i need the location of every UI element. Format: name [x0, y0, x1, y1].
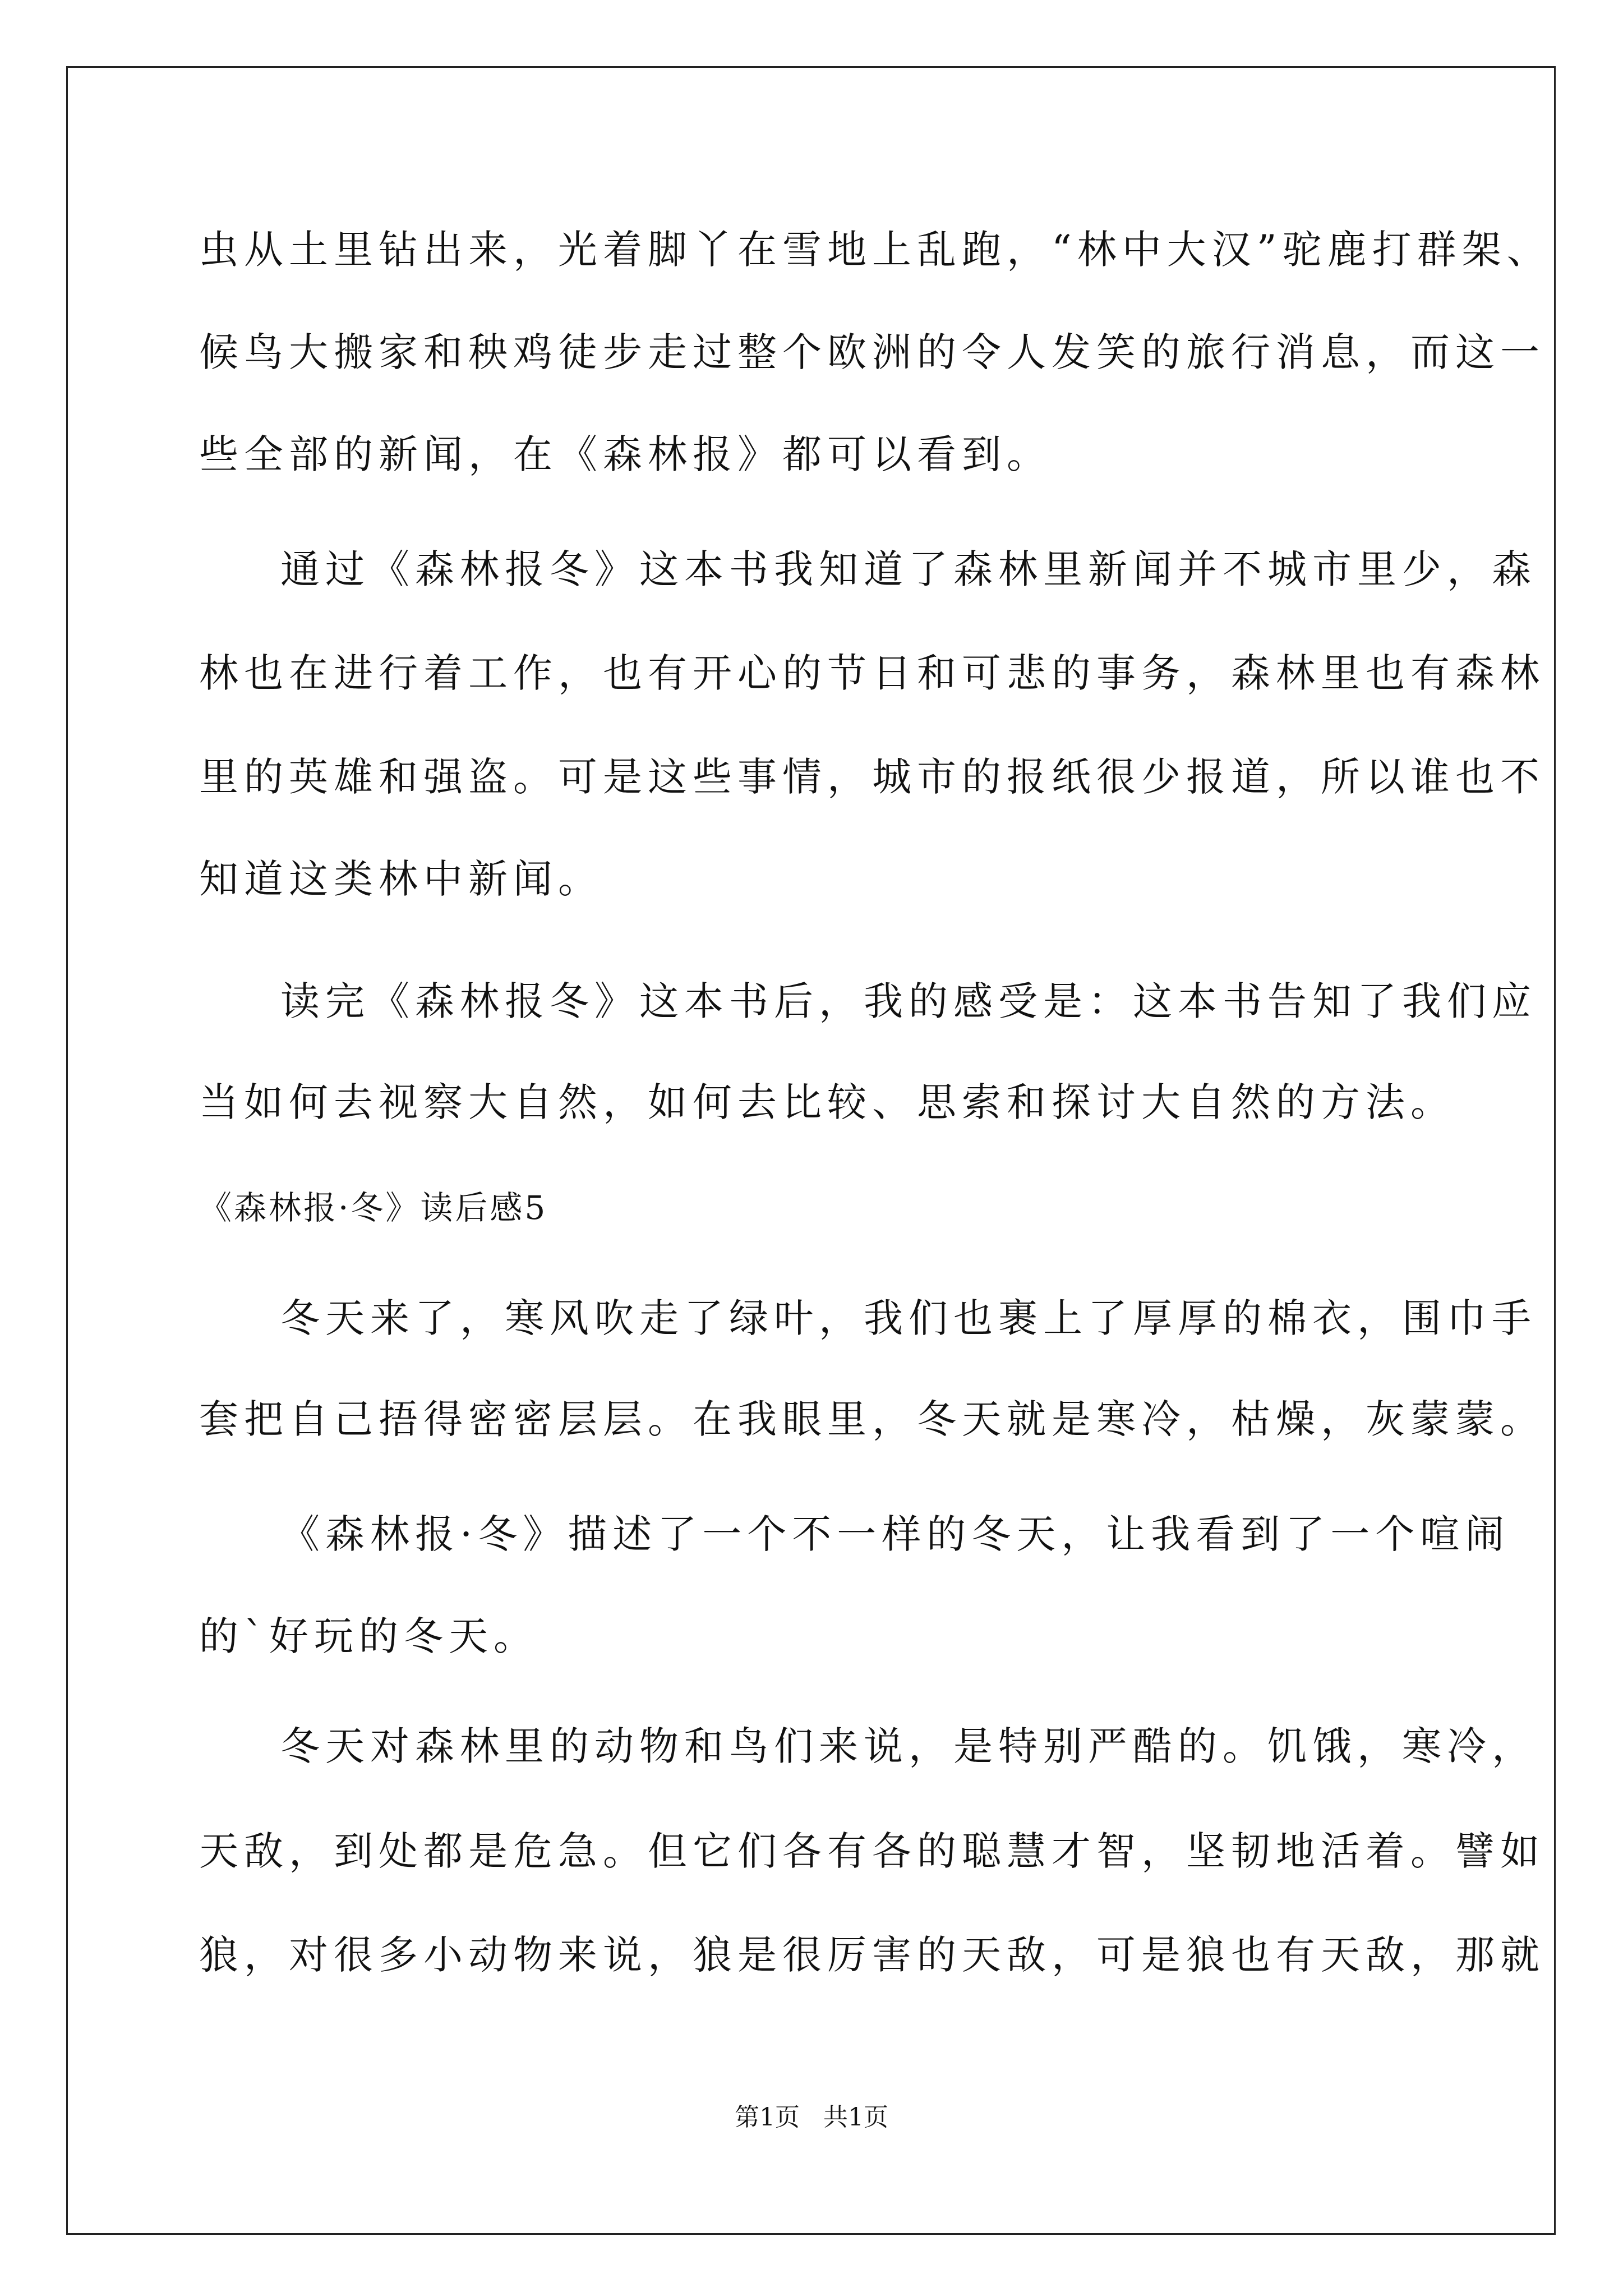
paragraph-line: 通过《森林报冬》这本书我知道了森林里新闻并不城市里少，森: [280, 546, 1537, 592]
paragraph-line: 些全部的新闻，在《森林报》都可以看到。: [199, 431, 1052, 477]
paragraph-line: 林也在进行着工作，也有开心的节日和可悲的事务，森林里也有森林: [199, 650, 1545, 696]
paragraph-line: 知道这类林中新闻。: [199, 856, 603, 902]
paragraph-line: 候鸟大搬家和秧鸡徒步走过整个欧洲的令人发笑的旅行消息，而这一: [199, 329, 1545, 375]
paragraph-line: 《森林报·冬》描述了一个不一样的冬天，让我看到了一个喧闹: [280, 1511, 1510, 1557]
paragraph-line: 冬天来了，寒风吹走了绿叶，我们也裹上了厚厚的棉衣，围巾手: [280, 1295, 1537, 1341]
paragraph-line: 天敌，到处都是危急。但它们各有各的聪慧才智，坚韧地活着。譬如: [199, 1828, 1545, 1874]
page-border: [66, 66, 1556, 2235]
paragraph-line: 虫从土里钻出来，光着脚丫在雪地上乱跑，“林中大汉”驼鹿打群架、: [199, 227, 1552, 273]
section-heading: 《森林报·冬》读后感5: [199, 1189, 548, 1227]
paragraph-line: 狼，对很多小动物来说，狼是很厉害的天敌，可是狼也有天敌，那就: [199, 1932, 1545, 1978]
paragraph-line: 的`好玩的冬天。: [199, 1613, 538, 1659]
page-footer: 第1页 共1页: [735, 2103, 888, 2132]
paragraph-line: 套把自己捂得密密层层。在我眼里，冬天就是寒冷，枯燥，灰蒙蒙。: [199, 1396, 1545, 1442]
paragraph-line: 里的英雄和强盗。可是这些事情，城市的报纸很少报道，所以谁也不: [199, 754, 1545, 800]
paragraph-line: 当如何去视察大自然，如何去比较、思索和探讨大自然的方法。: [199, 1079, 1455, 1125]
paragraph-line: 读完《森林报冬》这本书后，我的感受是：这本书告知了我们应: [280, 978, 1537, 1024]
paragraph-line: 冬天对森林里的动物和鸟们来说，是特别严酷的。饥饿，寒冷，: [280, 1723, 1537, 1769]
